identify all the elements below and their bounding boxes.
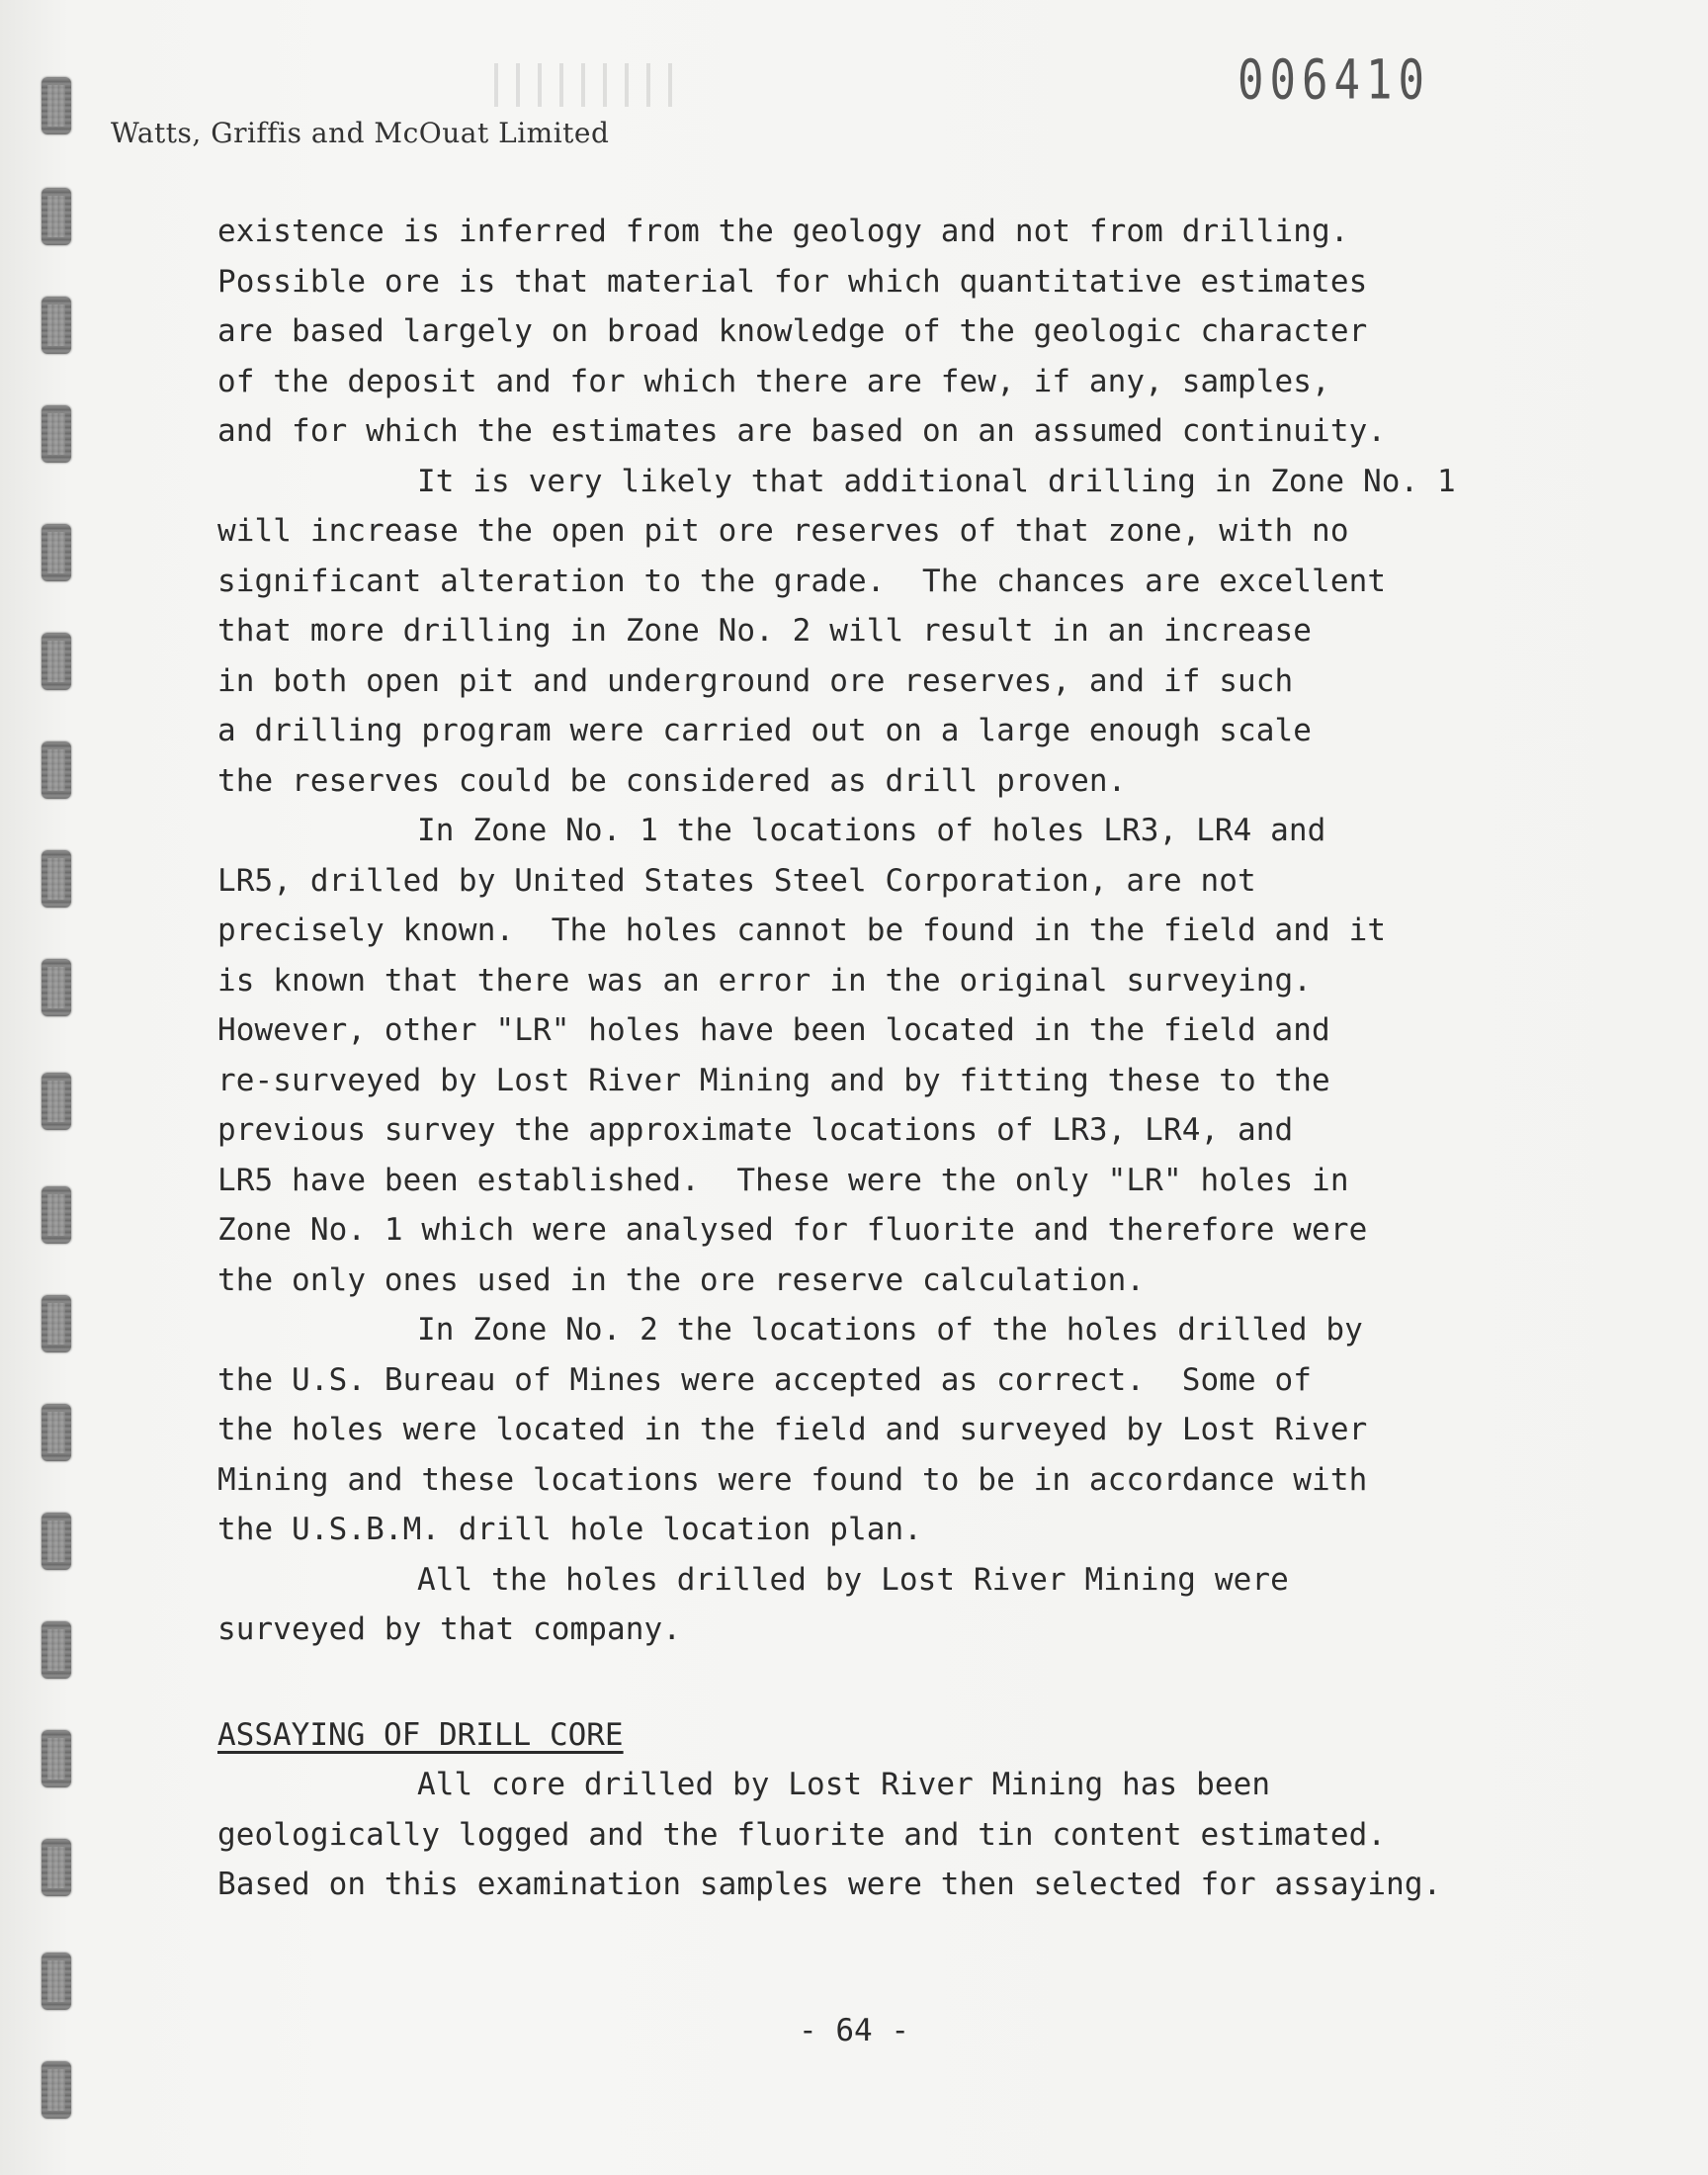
binding-hole: [42, 1839, 71, 1896]
binding-hole: [42, 297, 71, 354]
binding-hole: [42, 959, 71, 1016]
bleed-through-mark: [494, 63, 672, 107]
text-line: Based on this examination samples were then selected for assaying.: [217, 1867, 1442, 1902]
text-line: Zone No. 1 which were analysed for fluorite and therefore were: [217, 1212, 1368, 1248]
text-line: the reserves could be considered as drill proven.: [217, 762, 1127, 799]
text-line: surveyed by that company.: [217, 1611, 682, 1647]
text-line: LR5, drilled by United States Steel Corporation, are not: [217, 862, 1256, 899]
binding-hole: [42, 405, 71, 463]
binding-hole: [42, 1953, 71, 2010]
text-line: that more drilling in Zone No. 2 will result in an increase: [217, 613, 1313, 649]
text-line: In Zone No. 2 the locations of the holes drilled by: [417, 1312, 1363, 1348]
binding-hole: [42, 77, 71, 134]
text-line: a drilling program were carried out on a large enough scale: [217, 713, 1313, 748]
section-heading: ASSAYING OF DRILL CORE: [217, 1717, 624, 1753]
text-line: significant alteration to the grade. The chances are excellent: [217, 563, 1387, 599]
binding-hole: [42, 188, 71, 245]
binding-hole: [42, 1730, 71, 1787]
binding-hole: [42, 850, 71, 908]
text-line: will increase the open pit ore reserves of that zone, with no: [217, 513, 1349, 549]
text-line: of the deposit and for which there are few, if any, samples,: [217, 363, 1330, 399]
text-line: re-surveyed by Lost River Mining and by fitting these to the: [217, 1062, 1330, 1098]
text-line: LR5 have been established. These were the only "LR" holes in: [217, 1162, 1349, 1198]
text-line: Mining and these locations were found to be in accordance with: [217, 1461, 1368, 1498]
binding-hole: [42, 2061, 71, 2119]
binding-hole: [42, 741, 71, 799]
text-line: All the holes drilled by Lost River Mining were: [417, 1561, 1289, 1598]
text-line: However, other "LR" holes have been located in the field and: [217, 1012, 1330, 1048]
binding-hole: [42, 1073, 71, 1130]
text-line: the U.S. Bureau of Mines were accepted as correct. Some of: [217, 1361, 1313, 1398]
binding-hole: [42, 1404, 71, 1461]
text-line: in both open pit and underground ore reserves, and if such: [217, 662, 1294, 699]
text-line: In Zone No. 1 the locations of holes LR3, LR4 and: [417, 813, 1326, 848]
text-line: geologically logged and the fluorite and tin content estimated.: [217, 1816, 1387, 1853]
text-line: the only ones used in the ore reserve calculation.: [217, 1262, 1146, 1298]
text-line: existence is inferred from the geology and not from drilling.: [217, 214, 1349, 249]
binding-hole: [42, 1621, 71, 1679]
document-number-stamp: 006410: [1238, 48, 1430, 113]
text-line: is known that there was an error in the original surveying.: [217, 962, 1313, 999]
page-number: - 64 -: [799, 2013, 909, 2048]
text-line: and for which the estimates are based on an assumed continuity.: [217, 413, 1387, 449]
spiral-binding: [38, 0, 77, 2175]
binding-hole: [42, 1186, 71, 1244]
body-text: [217, 207, 1542, 1655]
firm-letterhead: Watts, Griffis and McOuat Limited: [111, 117, 610, 149]
binding-hole: [42, 524, 71, 581]
section-body-text: [217, 1760, 1542, 1910]
binding-hole: [42, 1513, 71, 1570]
text-line: It is very likely that additional drilling in Zone No. 1: [417, 463, 1456, 499]
text-line: the U.S.B.M. drill hole location plan.: [217, 1512, 923, 1547]
text-line: are based largely on broad knowledge of the geologic character: [217, 313, 1368, 349]
text-line: the holes were located in the field and surveyed by Lost River: [217, 1412, 1368, 1447]
text-line: Possible ore is that material for which quantitative estimates: [217, 263, 1368, 300]
text-line: previous survey the approximate locations of LR3, LR4, and: [217, 1112, 1294, 1148]
binding-hole: [42, 633, 71, 690]
text-line: All core drilled by Lost River Mining has been: [417, 1767, 1271, 1802]
text-line: precisely known. The holes cannot be found in the field and it: [217, 913, 1387, 948]
binding-hole: [42, 1295, 71, 1352]
